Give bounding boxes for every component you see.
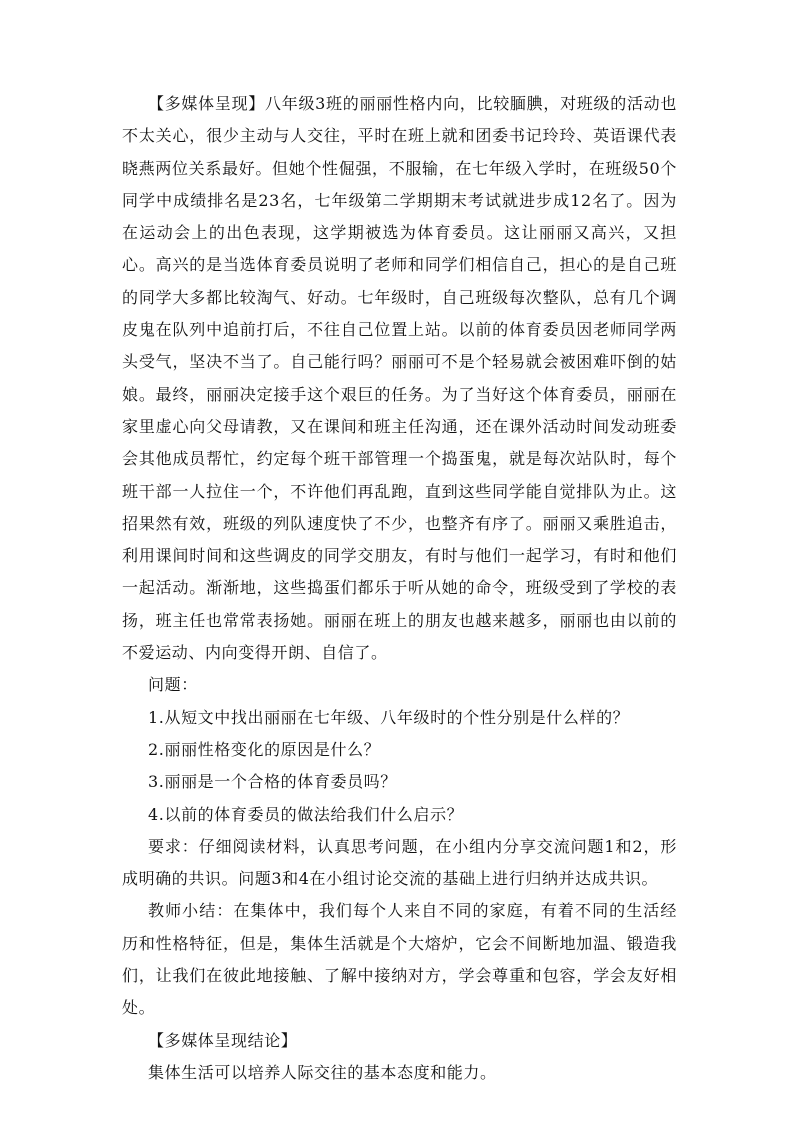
intro-paragraph: 【多媒体呈现】八年级3班的丽丽性格内向，比较腼腆，对班级的活动也不太关心，很少主动与人交往，平时在班上就和团委书记玲玲、英语课代表晓燕两位关系最好。但她个性倔强，不服输，在七年级入学时，在班级50个同学中成绩排名是23名，七年级第二学期期末考试就进步成12名了。因为在运动会上的出色表现，这学期被选为体育委员。这让丽丽又高兴，又担心。高兴的是当选体育委员说明了老师和同学们相信自己，担心的是自己班的同学大多都比较淘气、好动。七年级时，自己班级每次整队，总有几个调皮鬼在队列中追前打后，不往自己位置上站。以前的体育委员因老师同学两头受气，坚决不当了。自己能行吗？丽丽可不是个轻易就会被困难吓倒的姑娘。最终，丽丽决定接手这个艰巨的任务。为了当好这个体育委员，丽丽在家里虚心向父母请教，又在课间和班主任沟通，还在课外活动时间发动班委会其他成员帮忙，约定每个班干部管理一个捣蛋鬼，就是每次站队时，每个班干部一人拉住一个，不许他们再乱跑，直到这些同学能自觉排队为止。这招果然有效，班级的列队速度快了不少，也整齐有序了。丽丽又乘胜追击，利用课间时间和这些调皮的同学交朋友，有时与他们一起学习，有时和他们一起活动。渐渐地，这些捣蛋们都乐于听从她的命令，班级受到了学校的表扬，班主任也常常表扬她。丽丽在班上的朋友也越来越多，丽丽也由以前的不爱运动、内向变得开朗、自信了。 xyxy=(122,94,677,663)
requirement-paragraph: 要求：仔细阅读材料，认真思考问题，在小组内分享交流问题1和2，形成明确的共识。问题3和4在小组讨论交流的基础上进行归纳并达成共识。 xyxy=(122,836,677,889)
conclusion-paragraph: 集体生活可以培养人际交往的基本态度和能力。 xyxy=(148,1062,497,1082)
question-item: 4.以前的体育委员的做法给我们什么启示？ xyxy=(148,804,464,824)
question-item: 1.从短文中找出丽丽在七年级、八年级时的个性分别是什么样的？ xyxy=(148,707,630,727)
teacher-summary-paragraph: 教师小结：在集体中，我们每个人来自不同的家庭，有着不同的生活经历和性格特征，但是，集体生活就是个大熔炉，它会不间断地加温、锻造我们，让我们在彼此地接触、了解中接纳对方，学会尊重和包容，学会友好相处。 xyxy=(122,901,677,1018)
question-item: 3.丽丽是一个合格的体育委员吗？ xyxy=(148,772,397,792)
question-item: 2.丽丽性格变化的原因是什么？ xyxy=(148,739,381,759)
document-page xyxy=(122,88,677,1089)
conclusion-label: 【多媒体呈现结论】 xyxy=(148,1030,298,1050)
questions-label: 问题： xyxy=(148,675,198,695)
